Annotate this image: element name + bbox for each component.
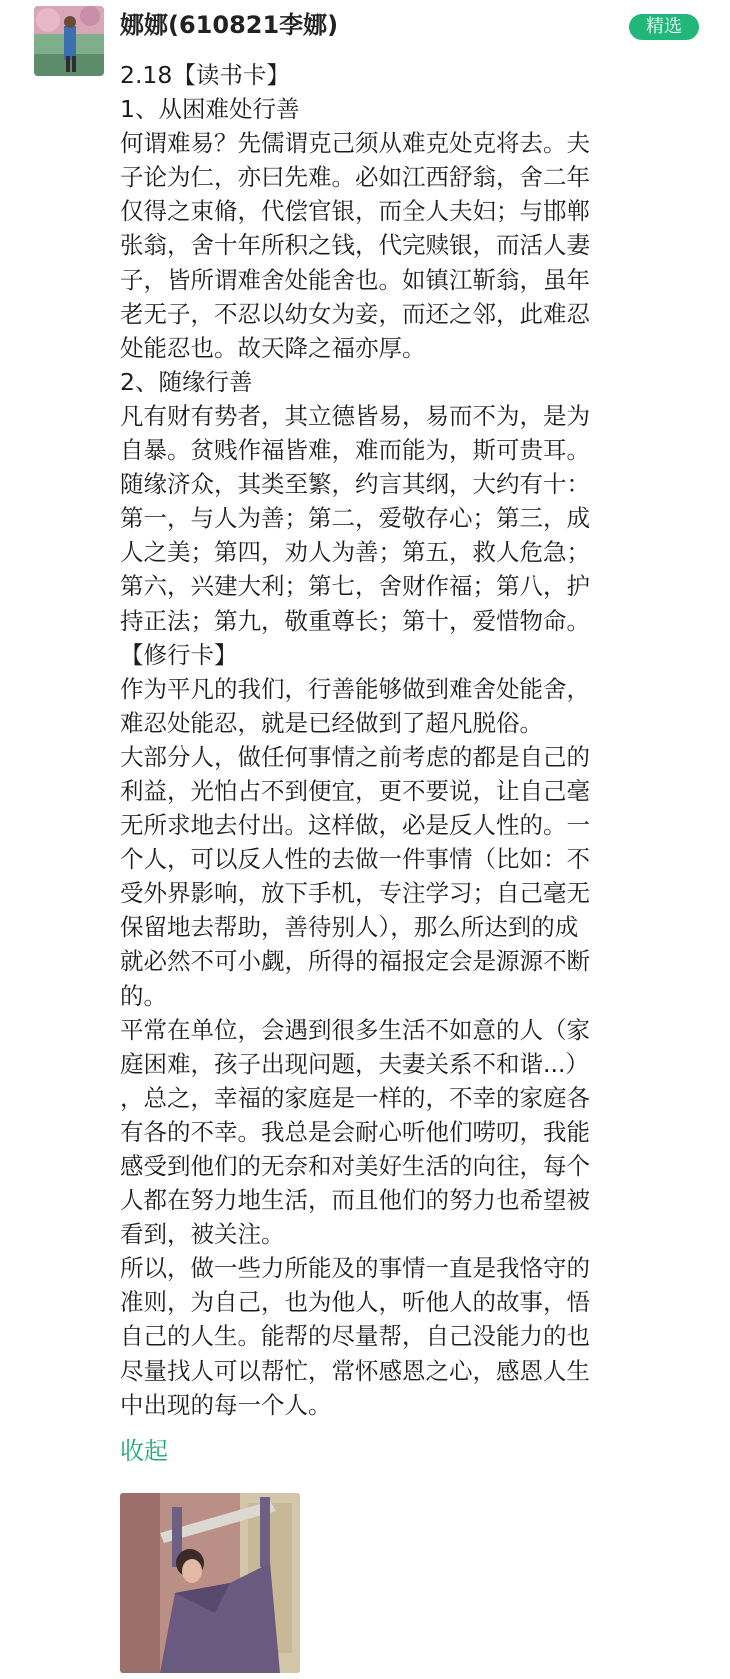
featured-badge: 精选	[629, 14, 699, 40]
post-text-line: 个人，可以反人性的去做一件事情（比如：不	[120, 845, 590, 874]
post-text-line: 尽量找人可以帮忙，常怀感恩之心，感恩人生	[120, 1356, 590, 1385]
post-text-line: 受外界影响，放下手机，专注学习；自己毫无	[120, 879, 590, 908]
post-body	[120, 58, 680, 1422]
post-text-line: 就必然不可小觑，所得的福报定会是源源不断	[120, 947, 590, 976]
post-text-line: 凡有财有势者，其立德皆易，易而不为，是为	[120, 401, 590, 430]
post-text-line: 的。	[120, 981, 167, 1010]
post-text-line: 何谓难易？先儒谓克己须从难克处克将去。夫	[120, 129, 590, 158]
post-text-line: 子论为仁，亦曰先难。必如江西舒翁，舍二年	[120, 163, 590, 192]
post-text-line: 中出现的每一个人。	[120, 1390, 332, 1419]
post-text-line: 第六，兴建大利；第七，舍财作福；第八，护	[120, 572, 590, 601]
post-text-line: 持正法；第九，敬重尊长；第十，爱惜物命。	[120, 606, 590, 635]
post-text-line: 自己的人生。能帮的尽量帮，自己没能力的也	[120, 1322, 590, 1351]
post-text-line: 看到，被关注。	[120, 1220, 285, 1249]
post-text-line: 自暴。贫贱作福皆难，难而能为，斯可贵耳。	[120, 436, 590, 465]
post-text-line: 老无子，不忍以幼女为妾，而还之邻，此难忍	[120, 299, 590, 328]
post-text-line: 处能忍也。故天降之福亦厚。	[120, 333, 426, 362]
post-text-line: 平常在单位，会遇到很多生活不如意的人（家	[120, 1015, 590, 1044]
post-text-line: 所以，做一些力所能及的事情一直是我恪守的	[120, 1254, 590, 1283]
post-text-line: 人之美；第四，劝人为善；第五，救人危急；	[120, 538, 590, 567]
post-text-line: 第一，与人为善；第二，爱敬存心；第三，成	[120, 504, 590, 533]
post-text-line: 随缘济众，其类至繁，约言其纲，大约有十：	[120, 470, 590, 499]
post-text-line: 庭困难，孩子出现问题，夫妻关系不和谐...）	[120, 1049, 589, 1078]
post-text-line: 人都在努力地生活，而且他们的努力也希望被	[120, 1186, 590, 1215]
post-text-line: 子，皆所谓难舍处能舍也。如镇江靳翁，虽年	[120, 265, 590, 294]
post-text-line: 无所求地去付出。这样做，必是反人性的。一	[120, 811, 590, 840]
post-photo-image	[120, 1493, 300, 1673]
post-text-line: 感受到他们的无奈和对美好生活的向往，每个	[120, 1152, 590, 1180]
post-text-line: 准则，为自己，也为他人，听他人的故事，悟	[120, 1288, 590, 1317]
post-text-line: 【修行卡】	[120, 640, 238, 669]
post-text-line: 2.18【读书卡】	[120, 61, 290, 89]
post-text-line: 1、从困难处行善	[120, 95, 300, 124]
post-text-line: 作为平凡的我们，行善能够做到难舍处能舍，	[120, 674, 590, 703]
post-photo[interactable]	[120, 1493, 300, 1673]
collapse-link[interactable]: 收起	[120, 1437, 168, 1465]
post-text-line: 2、随缘行善	[120, 367, 253, 396]
avatar[interactable]	[34, 6, 104, 76]
post-text-line: 保留地去帮助，善待别人），那么所达到的成	[120, 913, 579, 942]
post-text-line: 有各的不幸。我总是会耐心听他们唠叨，我能	[120, 1117, 590, 1146]
post-text-line: ，总之，幸福的家庭是一样的，不幸的家庭各	[120, 1083, 590, 1112]
post-text-line: 张翁，舍十年所积之钱，代完赎银，而活人妻	[120, 231, 590, 260]
avatar-image	[34, 6, 104, 76]
post-text-line: 仅得之束脩，代偿官银，而全人夫妇；与邯郸	[120, 197, 590, 226]
post-text-line: 利益，光怕占不到便宜，更不要说，让自己毫	[120, 776, 590, 805]
post-text-line: 难忍处能忍，就是已经做到了超凡脱俗。	[120, 708, 543, 737]
post-text-line: 大部分人，做任何事情之前考虑的都是自己的	[120, 742, 590, 771]
author-name[interactable]: 娜娜(610821李娜)	[120, 11, 339, 39]
